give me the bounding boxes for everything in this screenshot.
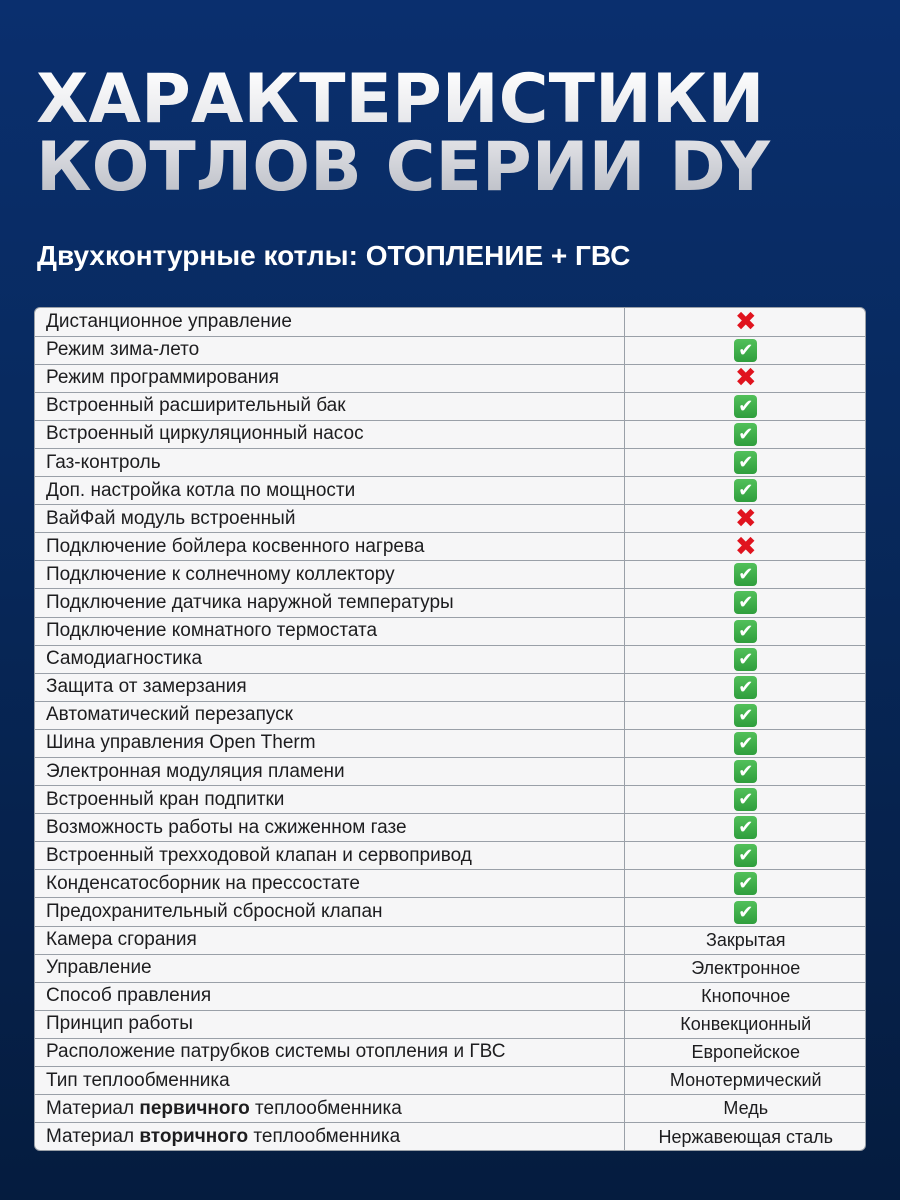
cross-mark-icon: ✖ xyxy=(734,308,757,337)
table-row xyxy=(35,561,866,589)
spec-value xyxy=(624,533,866,561)
table-row xyxy=(35,1095,866,1123)
spec-value xyxy=(624,364,866,392)
spec-label: Встроенный расширительный бак xyxy=(35,392,624,420)
spec-value xyxy=(624,420,866,448)
spec-value xyxy=(624,758,866,786)
table-row xyxy=(35,898,866,926)
spec-value: Европейское xyxy=(624,1038,866,1066)
table-row xyxy=(35,1010,866,1038)
spec-value xyxy=(624,786,866,814)
spec-value: Нержавеющая сталь xyxy=(624,1123,866,1151)
spec-value xyxy=(624,814,866,842)
cross-mark-icon: ✖ xyxy=(734,364,757,393)
page-title-line-2: КОТЛОВ СЕРИИ DY xyxy=(36,128,770,207)
spec-value: Электронное xyxy=(624,954,866,982)
spec-label: Доп. настройка котла по мощности xyxy=(35,477,624,505)
spec-value xyxy=(624,308,866,336)
spec-label: Автоматический перезапуск xyxy=(35,701,624,729)
table-row xyxy=(35,505,866,533)
table-row xyxy=(35,1038,866,1066)
check-mark-icon: ✔ xyxy=(734,704,757,727)
table-row xyxy=(35,645,866,673)
spec-label-emphasis: вторичного xyxy=(139,1126,249,1148)
spec-value xyxy=(624,898,866,926)
table-row xyxy=(35,420,866,448)
check-mark-icon: ✔ xyxy=(734,844,757,867)
table-row xyxy=(35,617,866,645)
table-row xyxy=(35,758,866,786)
specs-table xyxy=(34,307,866,1151)
spec-label-suffix: теплообменника xyxy=(248,1126,401,1148)
check-mark-icon: ✔ xyxy=(734,339,757,362)
spec-value xyxy=(624,448,866,476)
check-mark-icon: ✔ xyxy=(734,620,757,643)
spec-value xyxy=(624,842,866,870)
table-row xyxy=(35,673,866,701)
check-mark-icon: ✔ xyxy=(734,479,757,502)
check-mark-icon: ✔ xyxy=(734,816,757,839)
table-row xyxy=(35,1067,866,1095)
spec-value xyxy=(624,561,866,589)
page-subtitle: Двухконтурные котлы: ОТОПЛЕНИЕ + ГВС xyxy=(37,240,631,271)
spec-value xyxy=(624,673,866,701)
spec-value xyxy=(624,645,866,673)
spec-value xyxy=(624,729,866,757)
check-mark-icon: ✔ xyxy=(734,760,757,783)
spec-label: Расположение патрубков системы отопления и ГВС xyxy=(35,1038,624,1066)
spec-label: ВайФай модуль встроенный xyxy=(35,505,624,533)
cross-mark-icon: ✖ xyxy=(734,532,757,561)
table-row xyxy=(35,477,866,505)
specs-table-body xyxy=(35,308,866,1151)
spec-value xyxy=(624,392,866,420)
check-mark-icon: ✔ xyxy=(734,901,757,924)
spec-value: Кнопочное xyxy=(624,982,866,1010)
spec-label-prefix: Материал xyxy=(46,1126,140,1148)
table-row xyxy=(35,926,866,954)
table-row xyxy=(35,954,866,982)
spec-label: Подключение к солнечному коллектору xyxy=(35,561,624,589)
check-mark-icon: ✔ xyxy=(734,563,757,586)
page-title xyxy=(36,60,876,207)
spec-value: Монотермический xyxy=(624,1067,866,1095)
spec-label: Управление xyxy=(35,954,624,982)
spec-value xyxy=(624,336,866,364)
spec-label: Камера сгорания xyxy=(35,926,624,954)
spec-label xyxy=(35,1095,624,1123)
table-row xyxy=(35,814,866,842)
check-mark-icon: ✔ xyxy=(734,395,757,418)
spec-label: Принцип работы xyxy=(35,1010,624,1038)
spec-label-emphasis: первичного xyxy=(139,1097,250,1119)
table-row xyxy=(35,448,866,476)
spec-label: Подключение комнатного термостата xyxy=(35,617,624,645)
table-row xyxy=(35,701,866,729)
spec-value xyxy=(624,505,866,533)
table-row xyxy=(35,729,866,757)
spec-label: Дистанционное управление xyxy=(35,308,624,336)
spec-label: Встроенный трехходовой клапан и сервопривод xyxy=(35,842,624,870)
spec-value xyxy=(624,589,866,617)
table-row xyxy=(35,982,866,1010)
check-mark-icon: ✔ xyxy=(734,423,757,446)
spec-label: Газ-контроль xyxy=(35,448,624,476)
check-mark-icon: ✔ xyxy=(734,732,757,755)
spec-label: Самодиагностика xyxy=(35,645,624,673)
spec-label: Тип теплообменника xyxy=(35,1067,624,1095)
spec-label: Конденсатосборник на прессостате xyxy=(35,870,624,898)
spec-label: Встроенный кран подпитки xyxy=(35,786,624,814)
spec-value xyxy=(624,477,866,505)
spec-label-prefix: Материал xyxy=(46,1097,140,1119)
check-mark-icon: ✔ xyxy=(734,591,757,614)
check-mark-icon: ✔ xyxy=(734,451,757,474)
table-row xyxy=(35,308,866,336)
spec-value xyxy=(624,701,866,729)
cross-mark-icon: ✖ xyxy=(734,504,757,533)
check-mark-icon: ✔ xyxy=(734,676,757,699)
page-title-line-1: ХАРАКТЕРИСТИКИ xyxy=(36,60,765,139)
spec-label: Встроенный циркуляционный насос xyxy=(35,420,624,448)
spec-label: Режим программирования xyxy=(35,364,624,392)
spec-label: Шина управления Open Therm xyxy=(35,729,624,757)
table-row xyxy=(35,870,866,898)
table-row xyxy=(35,589,866,617)
spec-label: Защита от замерзания xyxy=(35,673,624,701)
spec-value: Медь xyxy=(624,1095,866,1123)
spec-label: Режим зима-лето xyxy=(35,336,624,364)
table-row xyxy=(35,786,866,814)
table-row xyxy=(35,364,866,392)
spec-label: Подключение бойлера косвенного нагрева xyxy=(35,533,624,561)
spec-label: Возможность работы на сжиженном газе xyxy=(35,814,624,842)
table-row xyxy=(35,842,866,870)
table-row xyxy=(35,533,866,561)
spec-label: Предохранительный сбросной клапан xyxy=(35,898,624,926)
spec-label: Способ правления xyxy=(35,982,624,1010)
spec-value xyxy=(624,870,866,898)
check-mark-icon: ✔ xyxy=(734,872,757,895)
spec-value xyxy=(624,617,866,645)
check-mark-icon: ✔ xyxy=(734,788,757,811)
spec-label xyxy=(35,1123,624,1151)
spec-value: Закрытая xyxy=(624,926,866,954)
spec-label: Подключение датчика наружной температуры xyxy=(35,589,624,617)
spec-label: Электронная модуляция пламени xyxy=(35,758,624,786)
table-row xyxy=(35,1123,866,1151)
spec-label-suffix: теплообменника xyxy=(249,1097,402,1119)
table-row xyxy=(35,392,866,420)
table-row xyxy=(35,336,866,364)
spec-value: Конвекционный xyxy=(624,1010,866,1038)
check-mark-icon: ✔ xyxy=(734,648,757,671)
